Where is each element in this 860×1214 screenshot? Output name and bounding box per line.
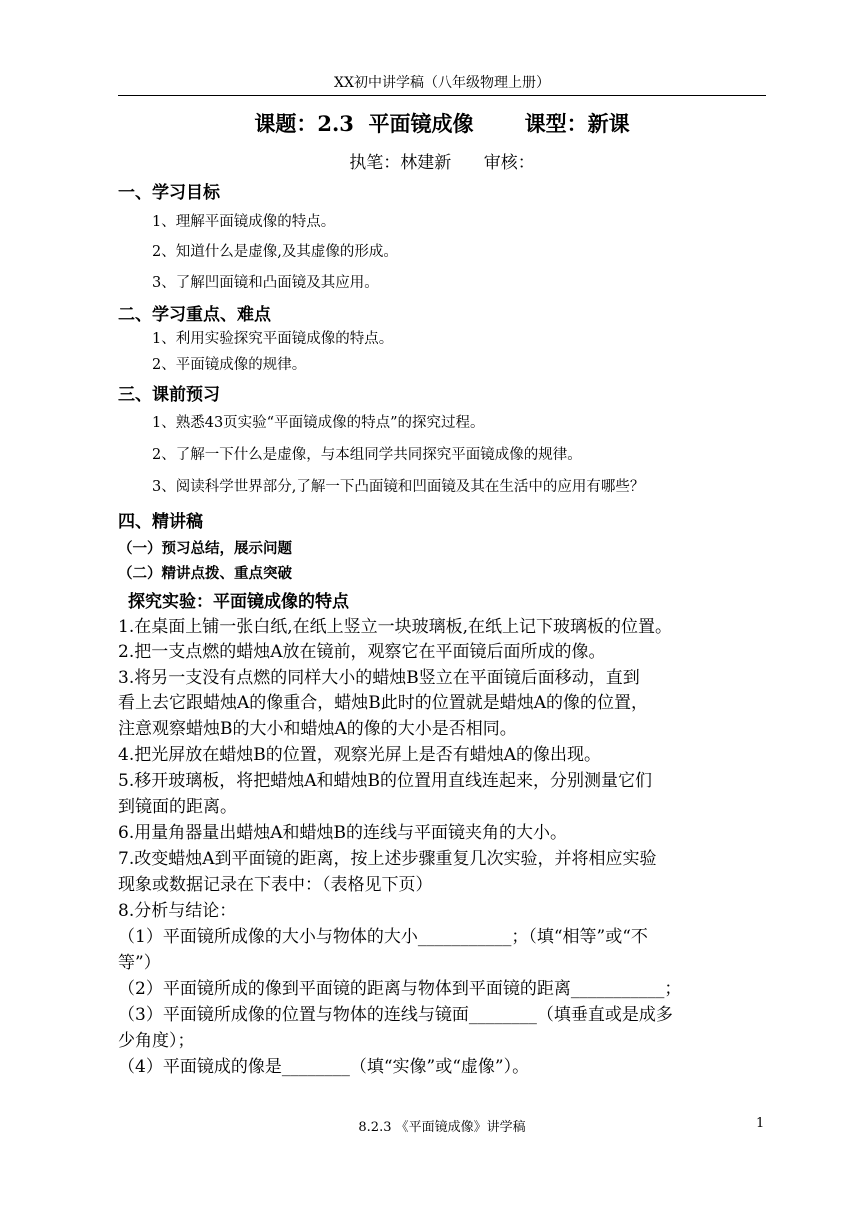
conclusion-line: （1）平面镜所成像的大小与物体的大小___________；（填“相等”或“不 bbox=[118, 927, 648, 947]
preview-item: 1、熟悉43页实验“平面镜成像的特点”的探究过程。 bbox=[152, 415, 485, 431]
experiment-line: 7.改变蜡烛A到平面镜的距离，按上述步骤重复几次实验，并将相应实验 bbox=[118, 849, 657, 869]
goal-item: 3、了解凹面镜和凸面镜及其应用。 bbox=[152, 275, 379, 291]
experiment-line: 4.把光屏放在蜡烛B的位置，观察光屏上是否有蜡烛A的像出现。 bbox=[118, 745, 601, 765]
keypoint-item: 1、利用实验探究平面镜成像的特点。 bbox=[152, 331, 394, 347]
conclusion-line: （3）平面镜所成像的位置与物体的连线与镜面________（填垂直或是成多 bbox=[118, 1005, 673, 1025]
authors-line: 执笔：林建新 审核： bbox=[349, 153, 535, 173]
experiment-title: 探究实验：平面镜成像的特点 bbox=[128, 592, 349, 612]
page-header: XX初中讲学稿（八年级物理上册） bbox=[334, 75, 550, 91]
experiment-line: 1.在桌面上铺一张白纸,在纸上竖立一块玻璃板,在纸上记下玻璃板的位置。 bbox=[118, 617, 673, 637]
goal-item: 2、知道什么是虚像,及其虚像的形成。 bbox=[152, 244, 398, 260]
experiment-line: 注意观察蜡烛B的大小和蜡烛A的像的大小是否相同。 bbox=[118, 719, 517, 739]
preview-item: 2、了解一下什么是虚像，与本组同学共同探究平面镜成像的规律。 bbox=[152, 447, 582, 463]
conclusion-line: 等”） bbox=[118, 953, 161, 973]
experiment-line: 8.分析与结论： bbox=[118, 901, 237, 921]
preview-item: 3、阅读科学世界部分,了解一下凸面镜和凹面镜及其在生活中的应用有哪些？ bbox=[152, 479, 645, 495]
conclusion-line: （4）平面镜成的像是________（填“实像”或“虚像”）。 bbox=[118, 1057, 530, 1077]
section-heading-goals: 一、学习目标 bbox=[118, 183, 220, 203]
experiment-line: 看上去它跟蜡烛A的像重合，蜡烛B此时的位置就是蜡烛A的像的位置， bbox=[118, 693, 649, 713]
header-rule bbox=[118, 95, 766, 96]
subheading-preview-summary: （一）预习总结，展示问题 bbox=[118, 540, 292, 557]
experiment-line: 3.将另一支没有点燃的同样大小的蜡烛B竖立在平面镜后面移动，直到 bbox=[118, 668, 640, 688]
experiment-line: 5.移开玻璃板，将把蜡烛A和蜡烛B的位置用直线连起来，分别测量它们 bbox=[118, 771, 652, 791]
page-footer: 8.2.3 《平面镜成像》讲学稿 bbox=[358, 1120, 526, 1135]
subheading-key-points: （二）精讲点拨、重点突破 bbox=[118, 565, 292, 582]
conclusion-line: 少角度）； bbox=[118, 1031, 195, 1051]
experiment-line: 到镜面的距离。 bbox=[118, 797, 237, 817]
section-heading-keypoints: 二、学习重点、难点 bbox=[118, 305, 271, 325]
section-heading-preview: 三、课前预习 bbox=[118, 385, 220, 405]
experiment-line: 现象或数据记录在下表中：（表格见下页） bbox=[118, 875, 433, 895]
keypoint-item: 2、平面镜成像的规律。 bbox=[152, 357, 307, 373]
goal-item: 1、理解平面镜成像的特点。 bbox=[152, 214, 336, 230]
experiment-line: 6.用量角器量出蜡烛A和蜡烛B的连线与平面镜夹角的大小。 bbox=[118, 823, 567, 843]
page-number: 1 bbox=[756, 1116, 765, 1131]
conclusion-line: （2）平面镜所成的像到平面镜的距离与物体到平面镜的距离___________； bbox=[118, 979, 682, 999]
section-heading-lecture: 四、精讲稿 bbox=[118, 512, 203, 532]
experiment-line: 2.把一支点燃的蜡烛A放在镜前，观察它在平面镜后面所成的像。 bbox=[118, 642, 606, 662]
lesson-title: 课题：2.3 平面镜成像 课型：新课 bbox=[254, 111, 630, 136]
